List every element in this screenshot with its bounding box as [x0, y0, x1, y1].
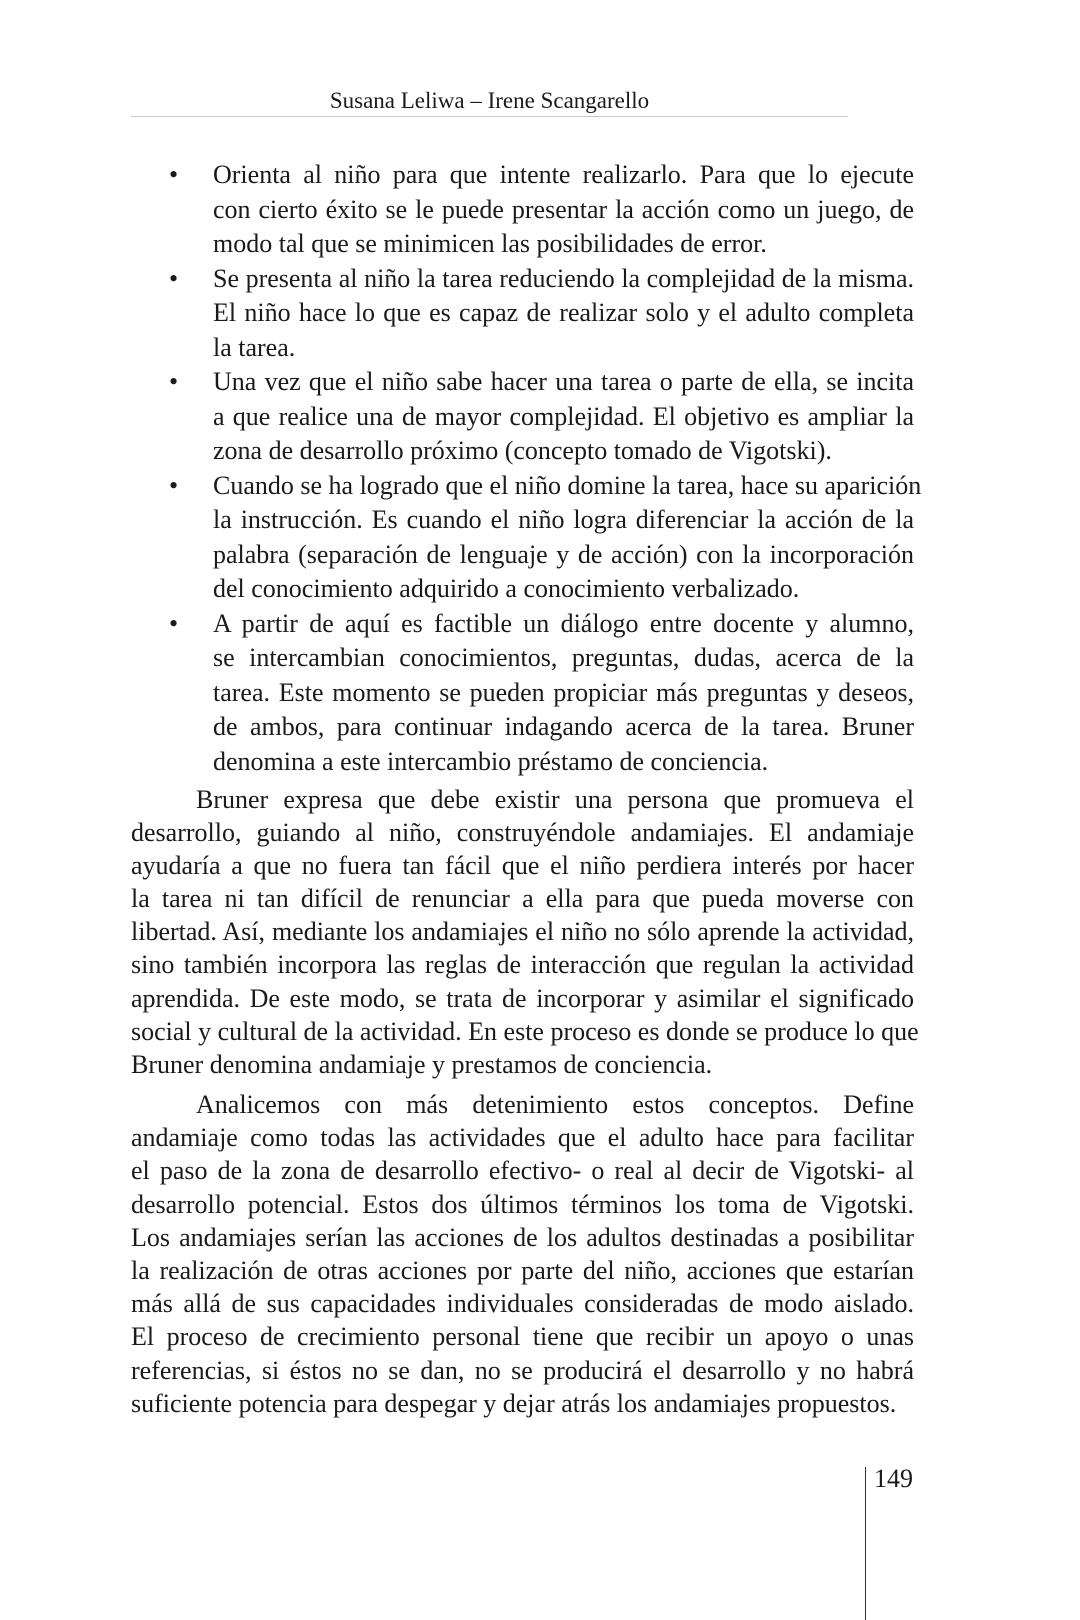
text-line: Una vez que el niño sabe hacer una tarea o parte de ella, se incita — [213, 367, 914, 396]
bullet-item — [131, 607, 914, 780]
text-line: andamiaje como todas las actividades que el adulto hace para facilitar — [131, 1123, 914, 1153]
page-number: 149 — [874, 1464, 913, 1493]
text-line: referencias, si éstos no se dan, no se producirá el desarrollo y no habrá — [131, 1355, 914, 1385]
bullet-list — [131, 158, 922, 779]
paragraph-2 — [131, 1088, 914, 1420]
text-line: la realización de otras acciones por parte del niño, acciones que estarían — [131, 1256, 914, 1286]
text-line: denomina a este intercambio préstamo de conciencia. — [213, 746, 769, 776]
text-line: se intercambian conocimientos, preguntas, dudas, acerca de la — [213, 643, 914, 672]
bullet-icon: • — [169, 470, 179, 500]
text-line: A partir de aquí es factible un diálogo entre docente y alumno, — [213, 608, 914, 638]
text-line: tarea. Este momento se pueden propiciar más preguntas y deseos, — [213, 677, 914, 707]
text-line: El niño hace lo que es capaz de realizar solo y el adulto completa — [213, 298, 914, 327]
text-line: modo tal que se minimicen las posibilidades de error. — [213, 229, 767, 258]
text-line: El proceso de crecimiento personal tiene que recibir un apoyo o unas — [131, 1322, 914, 1352]
text-line: sino también incorpora las reglas de interacción que regulan la actividad — [131, 950, 914, 980]
bullet-item — [131, 365, 914, 469]
text-line: ayudaría a que no fuera tan fácil que el niño perdiera interés por hacer — [131, 851, 914, 881]
text-line: libertad. Así, mediante los andamiajes el niño no sólo aprende la actividad, — [131, 917, 914, 947]
text-line: Bruner expresa que debe existir una persona que promueva el — [196, 785, 914, 814]
text-line: desarrollo potencial. Estos dos últimos términos los toma de Vigotski. — [131, 1189, 914, 1219]
text-line: desarrollo, guiando al niño, construyéndole andamiajes. El andamiaje — [131, 818, 914, 848]
bullet-icon: • — [169, 263, 179, 293]
text-line: con cierto éxito se le puede presentar la acción como un juego, de — [213, 194, 914, 224]
text-line: más allá de sus capacidades individuales consideradas de modo aislado. — [131, 1289, 914, 1319]
bullet-item — [131, 262, 914, 366]
bullet-item — [131, 469, 922, 607]
text-line: de ambos, para continuar indagando acerca de la tarea. Bruner — [213, 712, 914, 741]
text-line: a que realice una de mayor complejidad. El objetivo es ampliar la — [213, 401, 914, 431]
bullet-icon: • — [169, 608, 179, 638]
text-line: suficiente potencia para despegar y dejar atrás los andamiajes propuestos. — [131, 1388, 897, 1418]
text-line: aprendida. De este modo, se trata de incorporar y asimilar el significado — [131, 983, 914, 1013]
text-line: social y cultural de la actividad. En este proceso es donde se produce lo que — [131, 1016, 919, 1046]
text-line: Se presenta al niño la tarea reduciendo la complejidad de la misma. — [213, 263, 914, 293]
text-line: Los andamiajes serían las acciones de los adultos destinadas a posibilitar — [131, 1222, 914, 1252]
text-line: el paso de la zona de desarrollo efectivo- o real al decir de Vigotski- al — [131, 1156, 914, 1186]
bullet-icon: • — [169, 367, 179, 396]
text-line: la tarea. — [213, 332, 296, 362]
paragraph-1 — [131, 783, 919, 1081]
bullet-item — [131, 158, 914, 262]
text-line: Orienta al niño para que intente realizarlo. Para que lo ejecute — [213, 160, 914, 189]
running-header: Susana Leliwa – Irene Scangarello — [329, 88, 650, 113]
text-line: Bruner denomina andamiaje y prestamos de conciencia. — [131, 1049, 713, 1079]
text-line: la tarea ni tan difícil de renunciar a ella para que pueda moverse con — [131, 884, 914, 914]
footer-rule — [865, 1467, 866, 1620]
text-line: del conocimiento adquirido a conocimiento verbalizado. — [213, 574, 800, 603]
text-line: la instrucción. Es cuando el niño logra diferenciar la acción de la — [213, 505, 914, 534]
text-line: Analicemos con más detenimiento estos conceptos. Define — [196, 1090, 914, 1119]
bullet-icon: • — [169, 160, 179, 189]
text-line: Cuando se ha logrado que el niño domine la tarea, hace su aparición — [213, 470, 922, 500]
header-rule — [131, 116, 848, 117]
text-line: palabra (separación de lenguaje y de acción) con la incorporación — [213, 539, 914, 569]
text-line: zona de desarrollo próximo (concepto tomado de Vigotski). — [213, 436, 832, 465]
